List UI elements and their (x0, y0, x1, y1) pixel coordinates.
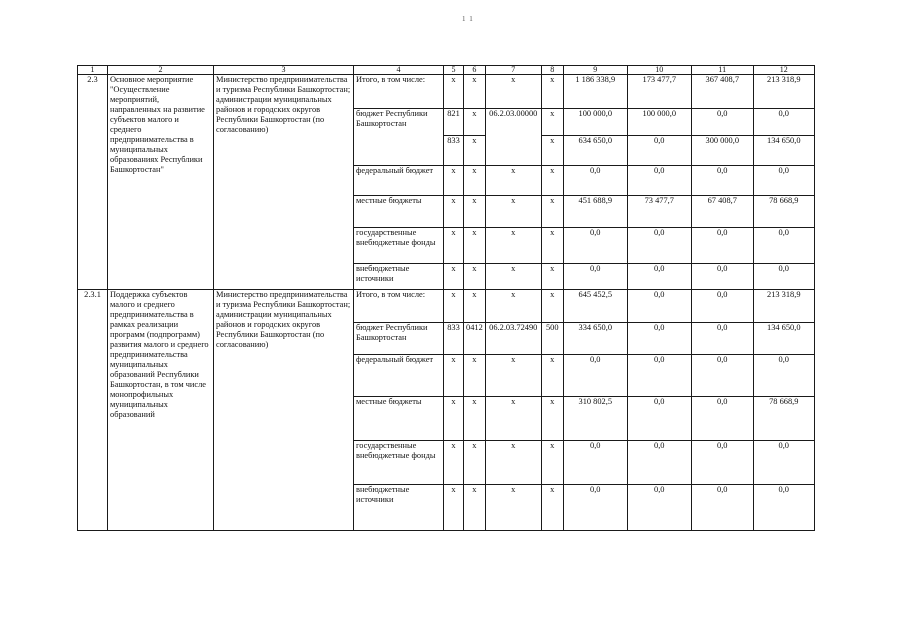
cell-col10: 100 000,0 (627, 109, 691, 136)
cell-col7: 06.2.03.72490 (485, 323, 541, 355)
cell-col11: 67 408,7 (691, 196, 753, 228)
cell-col6: x (464, 397, 486, 441)
cell-col10: 173 477,7 (627, 75, 691, 109)
executor: Министерство предпринимательства и туризма Республики Башкортостан; администрации муниципальных районов и городских округов Республики Башкортостан (по согласованию) (214, 75, 354, 290)
cell-col10: 0,0 (627, 485, 691, 531)
cell-col10: 73 477,7 (627, 196, 691, 228)
cell-col5: x (444, 166, 464, 196)
cell-col9: 0,0 (563, 264, 627, 290)
cell-col9: 1 186 338,9 (563, 75, 627, 109)
col-header-9: 9 (563, 66, 627, 75)
cell-col10: 0,0 (627, 290, 691, 323)
cell-col11: 367 408,7 (691, 75, 753, 109)
cell-col5: x (444, 264, 464, 290)
cell-col9: 0,0 (563, 228, 627, 264)
cell-col7: x (485, 196, 541, 228)
cell-col10: 0,0 (627, 136, 691, 166)
funding-source: государственные внебюджетные фонды (354, 228, 444, 264)
cell-col11: 0,0 (691, 264, 753, 290)
executor: Министерство предпринимательства и туризма Республики Башкортостан; администрации муниципальных районов и городских округов Республики Башкортостан (по согласованию) (214, 290, 354, 531)
cell-col7: x (485, 166, 541, 196)
funding-source: федеральный бюджет (354, 355, 444, 397)
cell-col8: 500 (541, 323, 563, 355)
cell-col9: 0,0 (563, 485, 627, 531)
cell-col5: x (444, 485, 464, 531)
cell-col12: 0,0 (753, 109, 814, 136)
cell-col7: x (485, 355, 541, 397)
col-header-4: 4 (354, 66, 444, 75)
cell-col5: x (444, 228, 464, 264)
cell-col11: 0,0 (691, 485, 753, 531)
cell-col11: 0,0 (691, 323, 753, 355)
cell-col6: x (464, 136, 486, 166)
cell-col9: 334 650,0 (563, 323, 627, 355)
cell-col12: 0,0 (753, 355, 814, 397)
cell-col11: 0,0 (691, 228, 753, 264)
cell-col10: 0,0 (627, 355, 691, 397)
cell-col11: 0,0 (691, 397, 753, 441)
cell-col7: x (485, 290, 541, 323)
cell-col10: 0,0 (627, 166, 691, 196)
cell-col5: x (444, 355, 464, 397)
cell-col5: x (444, 441, 464, 485)
cell-col10: 0,0 (627, 228, 691, 264)
cell-col5: x (444, 196, 464, 228)
cell-col12: 0,0 (753, 485, 814, 531)
cell-col9: 451 688,9 (563, 196, 627, 228)
cell-col12: 134 650,0 (753, 136, 814, 166)
col-header-12: 12 (753, 66, 814, 75)
section-number: 2.3 (78, 75, 108, 290)
funding-source: бюджет Республики Башкортостан (354, 323, 444, 355)
cell-col11: 0,0 (691, 166, 753, 196)
cell-col5: 821 (444, 109, 464, 136)
col-header-11: 11 (691, 66, 753, 75)
cell-col7: x (485, 485, 541, 531)
col-header-3: 3 (214, 66, 354, 75)
table-row (78, 290, 815, 323)
cell-col8: x (541, 355, 563, 397)
col-header-1: 1 (78, 66, 108, 75)
cell-col8: x (541, 136, 563, 166)
cell-col12: 0,0 (753, 166, 814, 196)
cell-col8: x (541, 109, 563, 136)
activity-name: Основное мероприятие "Осуществление мероприятий, направленных на развитие субъектов малого и среднего предпринимательства в муниципальных образованиях Республики Башкортостан" (108, 75, 214, 290)
budget-table (77, 65, 815, 531)
cell-col12: 134 650,0 (753, 323, 814, 355)
cell-col11: 300 000,0 (691, 136, 753, 166)
cell-col12: 213 318,9 (753, 290, 814, 323)
cell-col12: 0,0 (753, 228, 814, 264)
cell-col8: x (541, 75, 563, 109)
cell-col9: 0,0 (563, 355, 627, 397)
cell-col6: x (464, 264, 486, 290)
cell-col8: x (541, 196, 563, 228)
cell-col6: x (464, 485, 486, 531)
cell-col8: x (541, 441, 563, 485)
cell-col7: x (485, 441, 541, 485)
funding-source: государственные внебюджетные фонды (354, 441, 444, 485)
cell-col6: 0412 (464, 323, 486, 355)
cell-col6: x (464, 166, 486, 196)
cell-col12: 78 668,9 (753, 397, 814, 441)
cell-col12: 78 668,9 (753, 196, 814, 228)
cell-col8: x (541, 397, 563, 441)
cell-col6: x (464, 290, 486, 323)
cell-col12: 0,0 (753, 264, 814, 290)
funding-source: федеральный бюджет (354, 166, 444, 196)
col-header-2: 2 (108, 66, 214, 75)
column-number-row (78, 66, 815, 75)
cell-col11: 0,0 (691, 109, 753, 136)
cell-col12: 0,0 (753, 441, 814, 485)
col-header-10: 10 (627, 66, 691, 75)
funding-source: Итого, в том числе: (354, 290, 444, 323)
cell-col10: 0,0 (627, 441, 691, 485)
cell-col12: 213 318,9 (753, 75, 814, 109)
cell-col6: x (464, 75, 486, 109)
col-header-7: 7 (485, 66, 541, 75)
cell-col10: 0,0 (627, 323, 691, 355)
cell-col9: 310 802,5 (563, 397, 627, 441)
activity-name: Поддержка субъектов малого и среднего предпринимательства в рамках реализации программ (подпрограмм) развития малого и среднего предпринимательства муниципальных образований Республики Башкортостан, в том числе монопрофильных муниципальных образований (108, 290, 214, 531)
cell-col9: 634 650,0 (563, 136, 627, 166)
cell-col5: x (444, 75, 464, 109)
cell-col8: x (541, 264, 563, 290)
cell-col11: 0,0 (691, 355, 753, 397)
cell-col9: 645 452,5 (563, 290, 627, 323)
cell-col6: x (464, 196, 486, 228)
cell-col7: x (485, 397, 541, 441)
cell-col11: 0,0 (691, 290, 753, 323)
col-header-5: 5 (444, 66, 464, 75)
col-header-6: 6 (464, 66, 486, 75)
funding-source: Итого, в том числе: (354, 75, 444, 109)
cell-col7: 06.2.03.00000 (485, 109, 541, 166)
funding-source: местные бюджеты (354, 397, 444, 441)
cell-col5: x (444, 397, 464, 441)
cell-col5: 833 (444, 323, 464, 355)
cell-col6: x (464, 441, 486, 485)
cell-col6: x (464, 228, 486, 264)
funding-source: внебюджетные источники (354, 485, 444, 531)
page-number: 1 1 (462, 15, 474, 23)
cell-col11: 0,0 (691, 441, 753, 485)
cell-col8: x (541, 228, 563, 264)
funding-source: местные бюджеты (354, 196, 444, 228)
table-row (78, 75, 815, 109)
cell-col8: x (541, 166, 563, 196)
cell-col6: x (464, 355, 486, 397)
cell-col9: 100 000,0 (563, 109, 627, 136)
funding-source: внебюджетные источники (354, 264, 444, 290)
cell-col9: 0,0 (563, 166, 627, 196)
cell-col7: x (485, 228, 541, 264)
cell-col8: x (541, 485, 563, 531)
cell-col9: 0,0 (563, 441, 627, 485)
funding-source: бюджет Республики Башкортостан (354, 109, 444, 166)
section-number: 2.3.1 (78, 290, 108, 531)
cell-col5: 833 (444, 136, 464, 166)
cell-col6: x (464, 109, 486, 136)
cell-col10: 0,0 (627, 397, 691, 441)
cell-col7: x (485, 264, 541, 290)
cell-col7: x (485, 75, 541, 109)
cell-col5: x (444, 290, 464, 323)
col-header-8: 8 (541, 66, 563, 75)
cell-col8: x (541, 290, 563, 323)
cell-col10: 0,0 (627, 264, 691, 290)
